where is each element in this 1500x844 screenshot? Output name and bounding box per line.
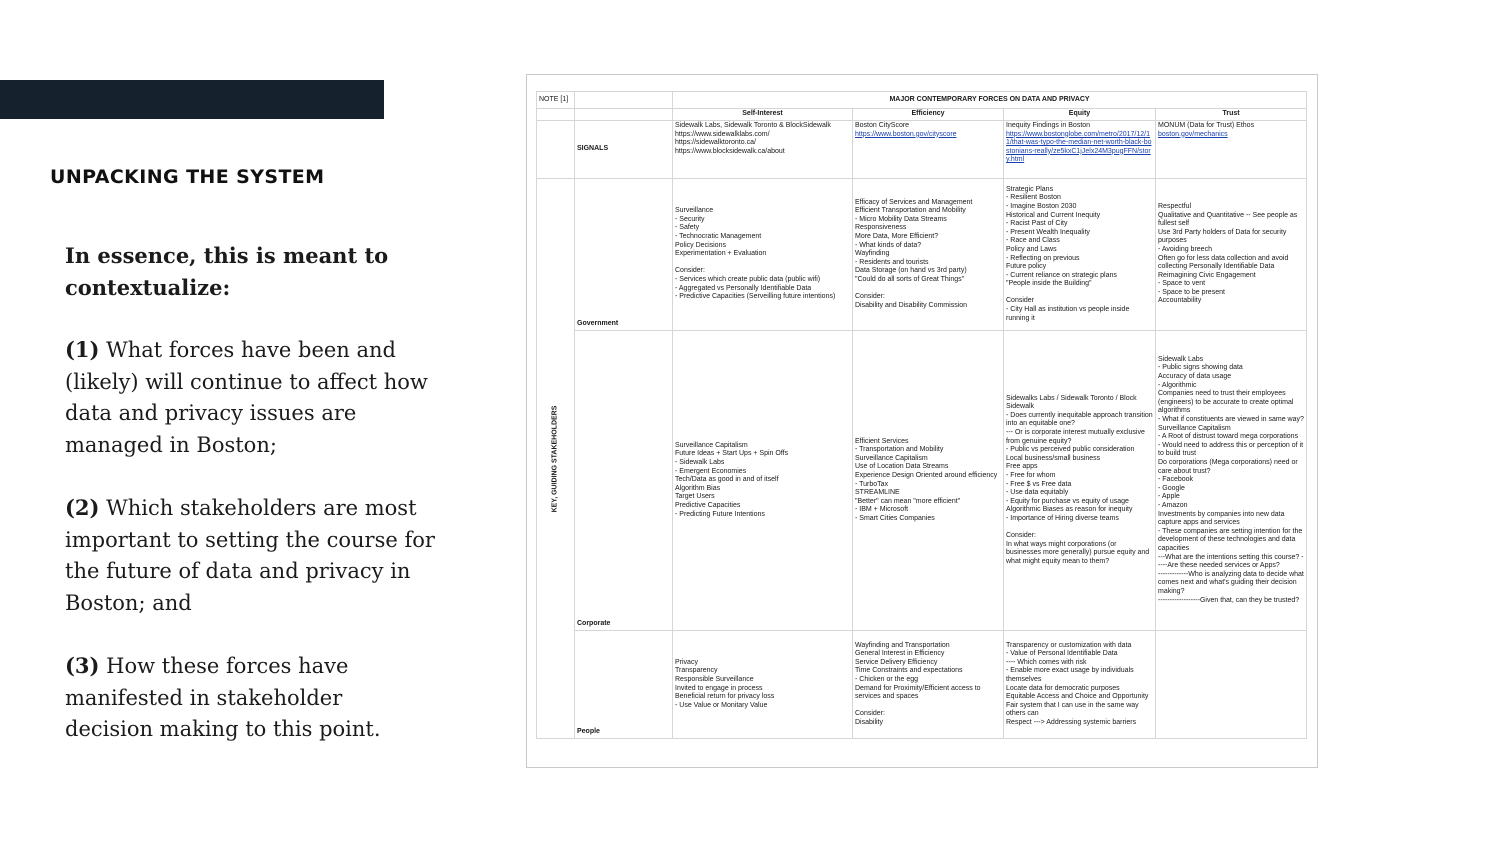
signal-equity bbox=[1004, 121, 1156, 179]
cell-corporate-efficiency: Efficient Services - Transportation and Mobility Surveillance Capitalism Use of Location Data Streams Experience Design Oriented around efficiency - TurboTax STREAMLINE "Better" can mean "more efficient" - IBM + Microsoft - Smart Cities Companies bbox=[853, 331, 1004, 631]
cell-corporate-equity: Sidewalks Labs / Sidewalk Toronto / Block Sidewalk - Does currently inequitable approach transition into an equitable one? --- Or is corporate interest mutually exclusive from genuine equity? - Public vs perceived public consideration Local business/small business Free apps - Free for whom - Free $ vs Free data - Use data equitably - Equity for purchase vs equity of usage Algorithmic Biases as reason for inequity - Importance of Hiring diverse teams Consider: In what ways might corporations (or businesses more generally) pursue equity and what might equity mean to them? bbox=[1004, 331, 1156, 631]
cell-people-trust bbox=[1156, 631, 1307, 739]
point-3 bbox=[65, 650, 435, 746]
cell-government-trust: Respectful Qualitative and Quantitative -- See people as fullest self Use 3rd Party holders of Data for security purposes - Avoiding breech Often go for less data collection and avoid collecting Personally Identifiable Data Reimagining Civic Engagement - Space to vent - Space to be present Accountability bbox=[1156, 179, 1307, 331]
cell-corporate-trust: Sidewalk Labs - Public signs showing data Accuracy of data usage - Algorithmic Companies need to trust their employees (engineers) to be accurate to create optimal algorithms - What if constituents are viewed in same way? Surveillance Capitalism - A Root of distrust toward mega corporations - Would need to address this or perception of it to build trust Do corporations (Mega corporations) need or care about trust? - Facebook - Google - Apple - Amazon Investments by companies into new data capture apps and services - These companies are setting intention for the development of these technologies and data capacities ---What are the intentions setting this course? -----Are these needed services or Apps? -------------Who is analyzing data to decide what comes next and what's guiding their decision making? ------------------Given that, can they be trusted? bbox=[1156, 331, 1307, 631]
section-title: UNPACKING THE SYSTEM bbox=[50, 166, 325, 188]
point-2-text: Which stakeholders are most important to setting the course for the future of data and privacy in Boston; and bbox=[65, 496, 435, 615]
accent-bar bbox=[0, 80, 384, 119]
signal-efficiency-title: Boston CityScore bbox=[855, 122, 910, 129]
cell-government-equity: Strategic Plans - Resilient Boston - Imagine Boston 2030 Historical and Current Inequity - Racist Past of City - Present Wealth Inequality - Race and Class Policy and Laws - Reflecting on previous Future policy - Current reliance on strategic plans "People inside the Building" Consider - City Hall as institution vs people inside running it bbox=[1004, 179, 1156, 331]
empty-cell bbox=[537, 121, 575, 179]
empty-cell bbox=[537, 109, 575, 121]
stakeholders-side-label bbox=[537, 179, 575, 739]
empty-cell bbox=[575, 92, 673, 109]
stakeholder-row-people bbox=[537, 631, 1307, 739]
stakeholder-row-corporate bbox=[537, 331, 1307, 631]
signal-equity-link[interactable]: https://www.bostonglobe.com/metro/2017/12/11/that-was-typo-the-median-net-worth-black-bostonians-really/ze5kxC1jJelx24M3pugFFN/story.html bbox=[1006, 130, 1152, 164]
row-label-government: Government bbox=[575, 179, 673, 331]
cell-people-equity: Transparency or customization with data - Value of Personal Identifiable Data ---- Which comes with risk - Enable more exact usage by individuals themselves Locate data for democratic purposes Equitable Access and Choice and Opportunity Fair system that I can use in the same way others can Respect ---> Addressing systemic barriers bbox=[1004, 631, 1156, 739]
forces-table-image bbox=[526, 74, 1318, 768]
point-1-number: (1) bbox=[65, 337, 100, 362]
stakeholders-side-text: KEY, GUIDING STAKEHOLDERS bbox=[551, 405, 559, 512]
signal-trust bbox=[1156, 121, 1307, 179]
point-3-number: (3) bbox=[65, 653, 100, 678]
cell-government-self-interest: Surveillance - Security - Safety - Technocratic Management Policy Decisions Experimentation + Evaluation Consider: - Services which create public data (public wifi) - Aggregated vs Personally Identifiable Data - Predictive Capacities (Serveilling future intentions) bbox=[673, 179, 853, 331]
signal-trust-title: MONUM (Data for Trust) Ethos bbox=[1158, 122, 1255, 129]
signals-row bbox=[537, 121, 1307, 179]
table-row bbox=[537, 92, 1307, 109]
cell-government-efficiency: Efficacy of Services and Management Efficient Transportation and Mobility - Micro Mobility Data Streams Responsiveness More Data, More Efficient? - What kinds of data? Wayfinding - Residents and tourists Data Storage (on hand vs 3rd party) "Could do all sorts of Great Things" Consider: Disability and Disability Commission bbox=[853, 179, 1004, 331]
forces-table bbox=[536, 91, 1307, 739]
intro-text: In essence, this is meant to contextualize: bbox=[65, 243, 389, 300]
column-header-self-interest: Self-Interest bbox=[673, 109, 853, 121]
row-label-people: People bbox=[575, 631, 673, 739]
empty-cell bbox=[575, 109, 673, 121]
signals-label: SIGNALS bbox=[575, 121, 673, 179]
cell-corporate-self-interest: Surveillance Capitalism Future Ideas + Start Ups + Spin Offs - Sidewalk Labs - Emergent Economies Tech/Data as good in and of itself Algorithm Bias Target Users Predictive Capacities - Predicting Future Intentions bbox=[673, 331, 853, 631]
note-label: NOTE [1] bbox=[537, 92, 575, 109]
point-1-text: What forces have been and (likely) will continue to affect how data and privacy issues are managed in Boston; bbox=[65, 338, 428, 457]
cell-people-efficiency: Wayfinding and Transportation General Interest in Efficiency Service Delivery Efficiency Time Constraints and expectations - Chicken or the egg Demand for Proximity/Efficient access to services and spaces Consider: Disability bbox=[853, 631, 1004, 739]
point-1 bbox=[65, 334, 435, 461]
signal-self-interest-title: Sidewalk Labs, Sidewalk Toronto & BlockSidewalk bbox=[675, 122, 831, 129]
body-text bbox=[65, 240, 435, 777]
column-header-trust: Trust bbox=[1156, 109, 1307, 121]
column-header-equity: Equity bbox=[1004, 109, 1156, 121]
signal-equity-title: Inequity Findings in Boston bbox=[1006, 122, 1091, 129]
point-3-text: How these forces have manifested in stakeholder decision making to this point. bbox=[65, 654, 381, 741]
table-row bbox=[537, 109, 1307, 121]
row-label-corporate: Corporate bbox=[575, 331, 673, 631]
signal-efficiency-link[interactable]: https://www.boston.gov/cityscore bbox=[855, 130, 957, 138]
column-header-efficiency: Efficiency bbox=[853, 109, 1004, 121]
point-2-number: (2) bbox=[65, 495, 100, 520]
table-main-header: MAJOR CONTEMPORARY FORCES ON DATA AND PRIVACY bbox=[673, 92, 1307, 109]
cell-people-self-interest: Privacy Transparency Responsible Surveillance Invited to engage in process Beneficial return for privacy loss - Use Value or Monitary Value bbox=[673, 631, 853, 739]
stakeholder-row-government bbox=[537, 179, 1307, 331]
signal-efficiency bbox=[853, 121, 1004, 179]
signal-self-interest bbox=[673, 121, 853, 179]
point-2 bbox=[65, 492, 435, 619]
signal-self-interest-urls: https://www.sidewalklabs.com/ https://sidewalktoronto.ca/ https://www.blocksidewalk.ca/about bbox=[675, 130, 785, 155]
signal-trust-link[interactable]: boston.gov/mechanics bbox=[1158, 130, 1228, 138]
